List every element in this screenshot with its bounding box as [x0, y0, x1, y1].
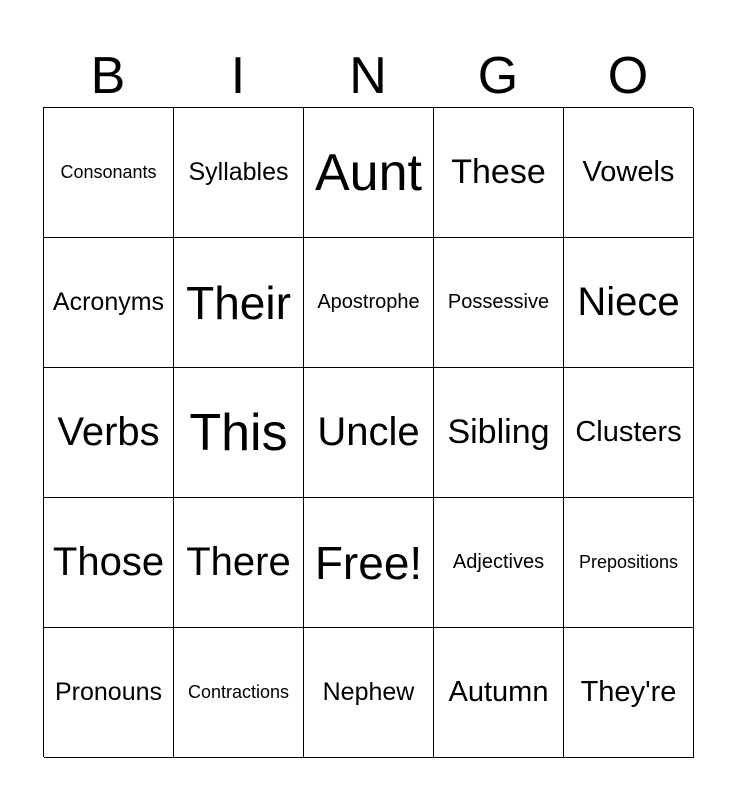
- bingo-cell: Acronyms: [44, 238, 174, 368]
- bingo-cell: Possessive: [434, 238, 564, 368]
- bingo-cell: Aunt: [304, 108, 434, 238]
- bingo-cell: Vowels: [564, 108, 694, 238]
- bingo-cell: Sibling: [434, 368, 564, 498]
- bingo-grid: [43, 107, 693, 757]
- header-letter-b: B: [90, 47, 126, 105]
- bingo-free-cell: Free!: [304, 498, 434, 628]
- bingo-cell: Verbs: [44, 368, 174, 498]
- bingo-cell: Contractions: [174, 628, 304, 758]
- bingo-cell: Apostrophe: [304, 238, 434, 368]
- bingo-cell: They're: [564, 628, 694, 758]
- bingo-cell: This: [174, 368, 304, 498]
- bingo-cell: Niece: [564, 238, 694, 368]
- bingo-cell: Uncle: [304, 368, 434, 498]
- header-letter-i: I: [230, 47, 246, 105]
- bingo-cell: Consonants: [44, 108, 174, 238]
- bingo-cell: There: [174, 498, 304, 628]
- bingo-cell: Autumn: [434, 628, 564, 758]
- header-letter-n: N: [349, 47, 387, 105]
- bingo-header: [43, 46, 693, 106]
- header-letter-g: G: [477, 47, 519, 105]
- bingo-cell: Those: [44, 498, 174, 628]
- bingo-cell: Their: [174, 238, 304, 368]
- bingo-cell: These: [434, 108, 564, 238]
- bingo-cell: Adjectives: [434, 498, 564, 628]
- bingo-cell: Pronouns: [44, 628, 174, 758]
- bingo-cell: Syllables: [174, 108, 304, 238]
- header-letter-o: O: [607, 47, 649, 105]
- bingo-cell: Nephew: [304, 628, 434, 758]
- bingo-cell: Clusters: [564, 368, 694, 498]
- bingo-cell: Prepositions: [564, 498, 694, 628]
